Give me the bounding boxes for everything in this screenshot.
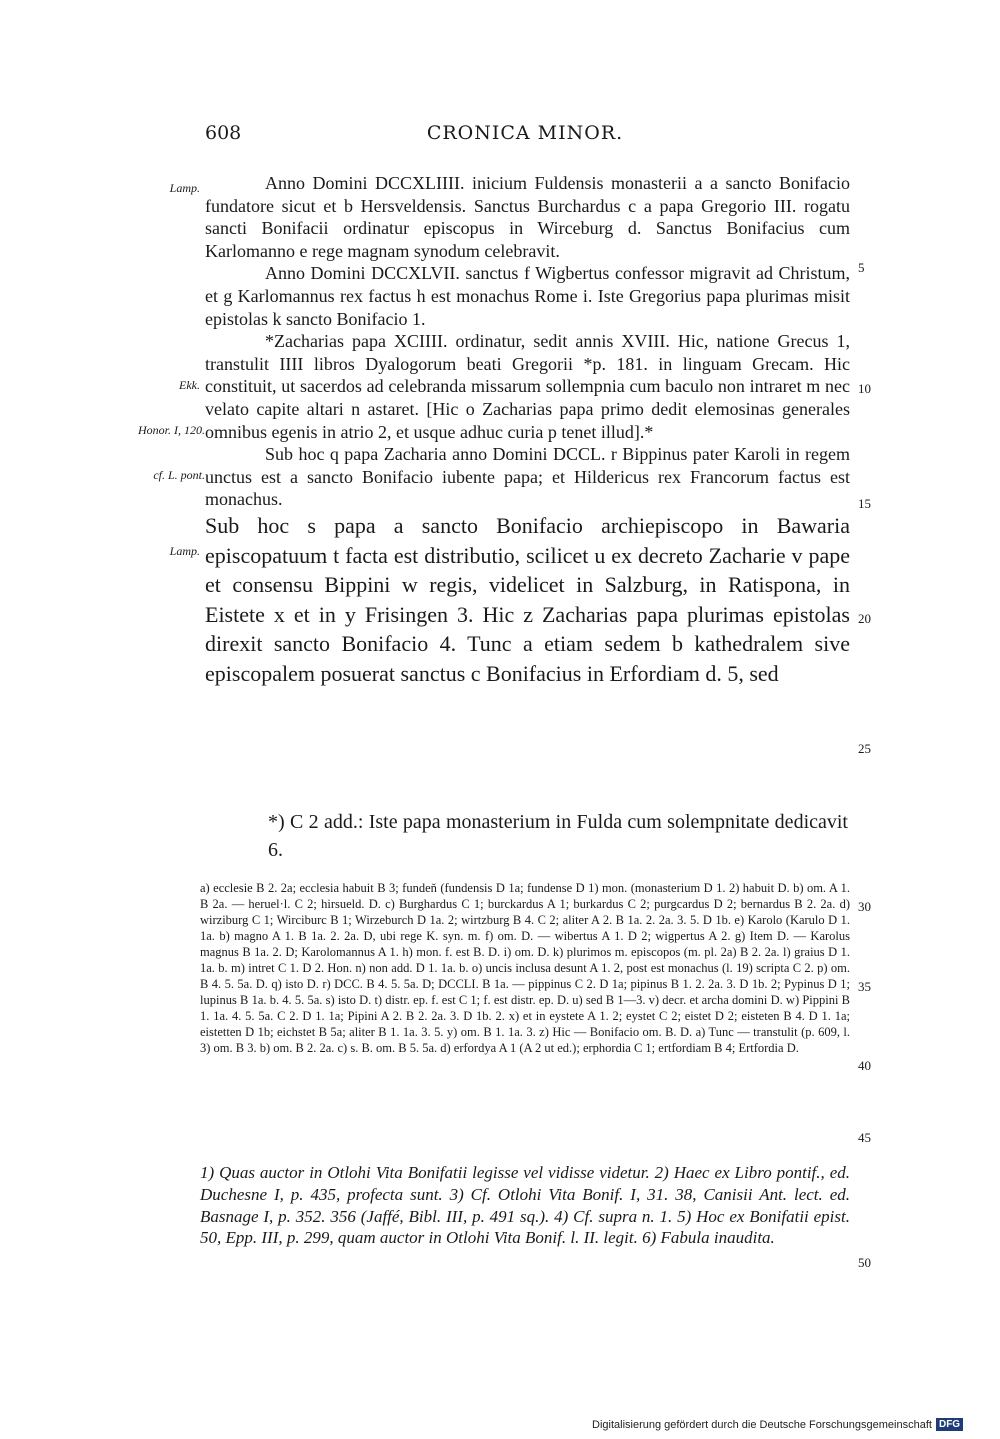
page-header	[205, 122, 845, 152]
margin-note: Honor. I, 120.	[137, 423, 205, 437]
paragraph: Sub hoc s papa a sancto Bonifacio archiepiscopo in Bawaria episcopatuum t facta est distributio, scilicet u ex decreto Zacharie v pape et consensu Bippini w regis, videlicet in Salzburg, in Ratispona, in Eistete x et in y Frisingen 3. Hic z Zacharias papa plurimas epistolas direxit sancto Bonifacio 4. Tunc a etiam sedem b kathedralem sive episcopalem posuerat sanctus c Bonifacius in Erfordiam d. 5, sed	[205, 512, 850, 686]
line-number: 20	[858, 611, 871, 626]
paragraph: Sub hoc q papa Zacharia anno Domini DCCL. r Bippinus pater Karoli in regem unctus est a sancto Bonifacio iubente papa; et Hildericus rex Francorum factus est monachus.	[205, 444, 850, 510]
paragraph: Anno Domini DCCXLIIII. inicium Fuldensis monasterii a a sancto Bonifacio fundatore sicut et b Hersveldensis. Sanctus Burchardus c a papa Gregorio III. rogatu sancti Bonifacii ordinatur episcopus in Wirceburg d. Sanctus Bonifacius cum Karlomanno e rege magnam synodum celebravit.	[205, 173, 850, 261]
page-title: CRONICA MINOR.	[426, 122, 624, 144]
footer-credit	[592, 1418, 963, 1431]
line-number: 5	[858, 260, 865, 275]
star-note: *) C 2 add.: Iste papa monasterium in Fulda cum solempnitate dedicavit 6.	[268, 811, 848, 861]
line-number: 45	[858, 1130, 871, 1145]
page-number: 608	[205, 122, 242, 144]
paragraph: *Zacharias papa XCIIII. ordinatur, sedit annis XVIII. Hic, natione Grecus 1, transtulit IIII libros Dyalogorum beati Gregorii *p. 181. in linguam Grecam. Hic constituit, ut sacerdos ad celebranda missarum sollempnia cum baculo non intraret m nec velato capite altari n astaret. [Hic o Zacharias papa primo dedit elemosinas generales omnibus egenis in atrio 2, et usque adhuc curia p tenet illud].*	[205, 331, 850, 442]
line-number: 40	[858, 1058, 871, 1073]
dfg-logo: DFG	[936, 1418, 963, 1431]
margin-note: Ekk.	[179, 378, 200, 392]
variant-readings: a) ecclesie B 2. 2a; ecclesia habuit B 3; fundeň (fundensis D 1a; fundense D 1) mon. (monasterium D 1. 2) habuit D. b) om. A 1. B 2a. — heruel·l. C 2; hirsueld. D. c) Burghardus C 1; burckardus A 1; burkardus C 2; purgcardus D 2; bernardus B 2. 2a. d) wirziburg C 1; Wirciburc B 1; Wirzeburch D 1a. 2; wirtzburg B 4. C 2; aliter A 2. B 1a. 2. 2a. 3. 5. D 1b. e) Karolo (Karulo D 1. 1a. b) magno A 1. B 1a. 2. 2a. D, ubi rege K. syn. m. f) om. D. — wibertus A 1. D 2; wigpertus A 2. g) Item D. — Karolus magnus B 1a. 2. D; Karolomannus A 1. h) mon. f. est B. D. i) om. D. k) plurimos m. episcopos (m. pl. 2a) B 2. 2a. l) graius D 1. 1a. b. m) intret C 1. D 2. Hon. n) non add. D 1. 1a. b. o) uncis inclusa desunt A 1. 2, post est monachus (l. 19) scripta C 2. p) om. B 4. 5. 5a. D. q) isto D. r) DCC. B 4. 5. 5a. D; DCCLI. B 1a. — pippinus C 2. D 1a; pipinus B 1. 2. 2a. 3. D 1b. 2; Pypinus D 1; lupinus B 1a. b. 4. 5. 5a. s) isto D. t) distr. ep. f. est C 1; f. est distr. ep. D. u) sed B 1—3. v) decr. et archa domini D. w) Pippini B 1. 1a. 4. 5. 5a. C 2. D 1. 1a; Pipini A 2. B 2. 2a. 3. D 1b. 2. x) et in eystete A 1. 2; eystet C 2; eistet D 2; eisteten B 4. D 1. 1a; eistetten D 1b; eichstet B 5a; aliter B 1. 1a. 3. 5. y) om. B 1. 1a. 3. z) Hic — Bonifacio om. B. D. a) Tunc — transtulit (p. 609, l. 3) om. B 3. b) om. B 2. 2a. c) s. B. om. B 5. 5a. d) erfordya A 1 (A 2 ut ed.); erphordia C 1; ertfordiam B 4; Ertfordia D.	[200, 881, 850, 1055]
main-text	[205, 172, 850, 688]
margin-note: cf. L. pont.	[153, 468, 205, 482]
line-number: 10	[858, 381, 871, 396]
line-number: 15	[858, 496, 871, 511]
line-number: 30	[858, 899, 871, 914]
credit-text: Digitalisierung gefördert durch die Deutsche Forschungsgemeinschaft	[592, 1418, 932, 1431]
line-number: 50	[858, 1255, 871, 1270]
margin-note: Lamp.	[169, 181, 200, 195]
line-number: 35	[858, 979, 871, 994]
footnotes: 1) Quas auctor in Otlohi Vita Bonifatii legisse vel vidisse videtur. 2) Haec ex Libro pontif., ed. Duchesne I, p. 435, profecta sunt. 3) Cf. Otlohi Vita Bonif. I, 31. 38, Canisii Ant. lect. ed. Basnage I, p. 352. 356 (Jaffé, Bibl. III, p. 491 sq.). 4) Cf. supra n. 1. 5) Hoc ex Bonifatii epist. 50, Epp. III, p. 299, quam auctor in Otlohi Vita Bonif. l. II. legit. 6) Fabula inaudita.	[200, 1163, 850, 1248]
line-number: 25	[858, 741, 871, 756]
paragraph: Anno Domini DCCXLVII. sanctus f Wigbertus confessor migravit ad Christum, et g Karlomannus rex factus h est monachus Rome i. Iste Gregorius papa plurimas misit epistolas k sancto Bonifacio 1.	[205, 263, 850, 329]
margin-note: Lamp.	[169, 544, 200, 558]
